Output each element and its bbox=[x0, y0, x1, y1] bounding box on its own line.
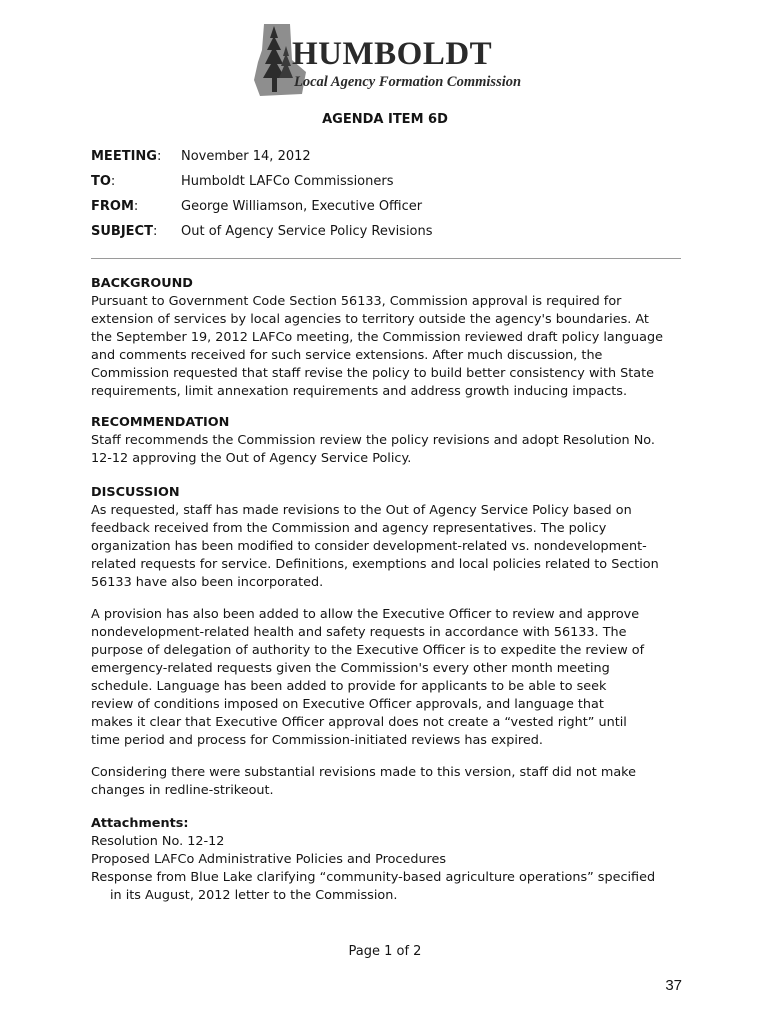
meta-value-from: George Williamson, Executive Officer bbox=[181, 199, 423, 214]
page-number: 37 bbox=[665, 977, 682, 994]
text-line: requirements, limit annexation requirements and address growth inducing impacts. bbox=[91, 384, 628, 399]
attachment-item-continuation: in its August, 2012 letter to the Commission. bbox=[110, 888, 398, 903]
text-line: schedule. Language has been added to provide for applicants to be able to seek bbox=[91, 679, 607, 694]
background-paragraph bbox=[91, 293, 691, 401]
meta-label-from: FROM bbox=[91, 199, 134, 214]
recommendation-paragraph bbox=[91, 432, 691, 468]
text-line: 12-12 approving the Out of Agency Service Policy. bbox=[91, 451, 412, 466]
agenda-item-title: AGENDA ITEM 6D bbox=[322, 112, 448, 127]
text-line: organization has been modified to consider development-related vs. nondevelopment- bbox=[91, 539, 647, 554]
text-line: Commission requested that staff revise the policy to build better consistency with State bbox=[91, 366, 655, 381]
attachment-item: Response from Blue Lake clarifying “community-based agriculture operations” specified bbox=[91, 870, 656, 885]
discussion-paragraph-2 bbox=[91, 606, 691, 750]
discussion-paragraph-1 bbox=[91, 502, 691, 592]
meta-label-to: TO bbox=[91, 174, 111, 189]
text-line: Considering there were substantial revisions made to this version, staff did not make bbox=[91, 765, 636, 780]
text-line: 56133 have also been incorporated. bbox=[91, 575, 324, 590]
text-line: feedback received from the Commission and agency representatives. The policy bbox=[91, 521, 607, 536]
page-footer: Page 1 of 2 bbox=[348, 944, 422, 959]
meta-label-subject: SUBJECT bbox=[91, 224, 153, 239]
text-line: Staff recommends the Commission review the policy revisions and adopt Resolution No. bbox=[91, 433, 655, 448]
background-section bbox=[91, 275, 691, 401]
recommendation-heading: RECOMMENDATION bbox=[91, 415, 230, 430]
attachments-heading: Attachments: bbox=[91, 816, 189, 831]
text-line: related requests for service. Definitions, exemptions and local policies related to Section bbox=[91, 557, 659, 572]
text-line: review of conditions imposed on Executive Officer approvals, and language that bbox=[91, 697, 604, 712]
header-divider bbox=[91, 258, 681, 259]
attachment-item: Proposed LAFCo Administrative Policies and Procedures bbox=[91, 852, 447, 867]
text-line: Pursuant to Government Code Section 56133, Commission approval is required for bbox=[91, 294, 622, 309]
text-line: nondevelopment-related health and safety requests in accordance with 56133. The bbox=[91, 625, 627, 640]
text-line: emergency-related requests given the Commission's every other month meeting bbox=[91, 661, 610, 676]
recommendation-section bbox=[91, 414, 691, 468]
text-line: purpose of delegation of authority to the Executive Officer is to expedite the review of bbox=[91, 643, 645, 658]
meta-value-subject: Out of Agency Service Policy Revisions bbox=[181, 224, 433, 239]
attachments-section bbox=[91, 815, 691, 905]
attachment-item: Resolution No. 12-12 bbox=[91, 834, 225, 849]
text-line: changes in redline-strikeout. bbox=[91, 783, 274, 798]
text-line: time period and process for Commission-initiated reviews has expired. bbox=[91, 733, 543, 748]
text-line: and comments received for such service extensions. After much discussion, the bbox=[91, 348, 603, 363]
text-line: extension of services by local agencies to territory outside the agency's boundaries. At bbox=[91, 312, 649, 327]
discussion-section bbox=[91, 484, 691, 592]
background-heading: BACKGROUND bbox=[91, 276, 193, 291]
text-line: As requested, staff has made revisions to the Out of Agency Service Policy based on bbox=[91, 503, 632, 518]
discussion-heading: DISCUSSION bbox=[91, 485, 180, 500]
discussion-paragraph-3 bbox=[91, 764, 691, 800]
meta-label-meeting: MEETING bbox=[91, 149, 157, 164]
logo-title: HUMBOLDT bbox=[292, 36, 493, 72]
meta-value-meeting: November 14, 2012 bbox=[181, 149, 311, 164]
logo-subtitle: Local Agency Formation Commission bbox=[294, 74, 522, 90]
text-line: makes it clear that Executive Officer approval does not create a “vested right” until bbox=[91, 715, 627, 730]
text-line: the September 19, 2012 LAFCo meeting, the Commission reviewed draft policy language bbox=[91, 330, 663, 345]
text-line: A provision has also been added to allow the Executive Officer to review and approve bbox=[91, 607, 640, 622]
meta-value-to: Humboldt LAFCo Commissioners bbox=[181, 174, 394, 189]
humboldt-lafco-logo bbox=[250, 20, 525, 98]
attachments-list bbox=[91, 833, 691, 905]
